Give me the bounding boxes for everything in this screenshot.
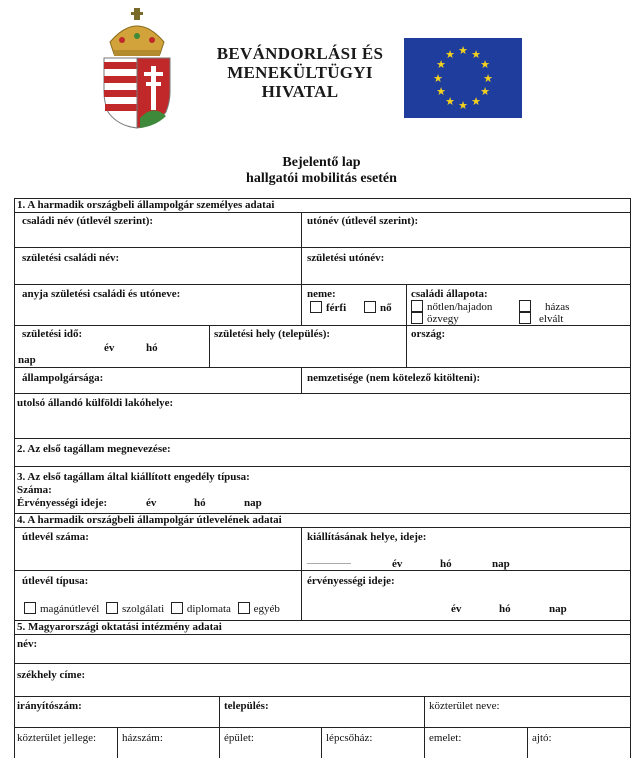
- birth-family-name-label: születési családi név:: [22, 252, 120, 264]
- type-private-label: magánútlevél: [40, 603, 100, 615]
- floor-label: emelet:: [429, 732, 462, 744]
- form-table: [14, 198, 631, 758]
- svg-text:★: ★: [458, 44, 468, 57]
- section3-title: 3. Az első tagállam által kiállított engedély típusa:: [17, 471, 250, 483]
- marital-single-label: nőtlen/hajadon: [427, 301, 493, 313]
- column-divider: [321, 727, 322, 758]
- birth-given-name-label: születési utónév:: [307, 252, 385, 264]
- column-divider: [527, 727, 528, 758]
- settlement-label: település:: [224, 700, 269, 712]
- svg-text:★: ★: [436, 85, 446, 98]
- row-divider: [14, 212, 631, 213]
- agency-name: [200, 44, 400, 101]
- sex-female-option[interactable]: [364, 301, 392, 315]
- street-name-label: közterület neve:: [429, 700, 500, 712]
- institution-name-label: név:: [17, 638, 38, 650]
- section1-title: 1. A harmadik országbeli állampolgár személyes adatai: [17, 199, 275, 211]
- marital-divorced-option[interactable]: [519, 312, 563, 326]
- postcode-label: irányítószám:: [17, 700, 82, 712]
- mother-name-label: anyja születési családi és utóneve:: [22, 288, 181, 300]
- row-divider: [14, 438, 631, 439]
- sex-label: neme:: [307, 288, 336, 300]
- checkbox[interactable]: [106, 602, 118, 614]
- marital-status-label: családi állapota:: [411, 288, 488, 300]
- coat-of-arms-logo: [96, 8, 178, 150]
- checkbox[interactable]: [411, 300, 423, 312]
- svg-text:★: ★: [433, 72, 443, 85]
- row-divider: [14, 727, 631, 728]
- svg-text:★: ★: [471, 48, 481, 61]
- marital-widowed-label: özvegy: [427, 313, 459, 325]
- house-number-label: házszám:: [122, 732, 163, 744]
- svg-text:★: ★: [445, 95, 455, 108]
- validity-day-label: nap: [549, 603, 567, 615]
- svg-text:★: ★: [436, 58, 446, 71]
- street-type-label: közterület jellege:: [17, 732, 97, 744]
- checkbox[interactable]: [519, 300, 531, 312]
- issue-year-label: év: [392, 558, 403, 570]
- form-title-line: hallgatói mobilitás esetén: [246, 171, 397, 186]
- row-divider: [14, 367, 631, 368]
- sex-male-label: férfi: [326, 302, 347, 314]
- agency-name-line: HIVATAL: [261, 82, 339, 101]
- column-divider: [424, 696, 425, 758]
- checkbox[interactable]: [238, 602, 250, 614]
- issue-place-date-label: kiállításának helye, ideje:: [307, 531, 427, 543]
- row-divider: [14, 663, 631, 664]
- passport-type-label: útlevél típusa:: [22, 575, 89, 587]
- type-other-label: egyéb: [253, 603, 280, 615]
- issue-place-blank: [307, 555, 351, 568]
- section2-title: 2. Az első tagállam megnevezése:: [17, 443, 171, 455]
- marital-married-label: házas: [545, 301, 570, 313]
- passport-type-options: [24, 602, 280, 616]
- citizenship-label: állampolgársága:: [22, 372, 104, 384]
- row-divider: [14, 284, 631, 285]
- column-divider: [219, 696, 220, 758]
- checkbox[interactable]: [519, 312, 531, 324]
- svg-text:★: ★: [480, 85, 490, 98]
- svg-text:★: ★: [458, 99, 468, 112]
- permit-number-label: Száma:: [17, 484, 52, 496]
- svg-text:★: ★: [445, 48, 455, 61]
- svg-text:★: ★: [480, 58, 490, 71]
- birth-month-label: hó: [146, 342, 158, 354]
- birth-date-label: születési idő:: [22, 328, 83, 340]
- issue-day-label: nap: [492, 558, 510, 570]
- form-title: [0, 155, 643, 187]
- table-border: [630, 198, 631, 758]
- agency-name-line: BEVÁNDORLÁSI ÉS: [216, 44, 384, 63]
- passport-number-label: útlevél száma:: [22, 531, 89, 543]
- last-residence-label: utolsó állandó külföldi lakóhelye:: [17, 397, 174, 409]
- section5-title: 5. Magyarországi oktatási intézmény adatai: [17, 621, 222, 633]
- column-divider: [406, 284, 407, 325]
- eu-flag-logo: [404, 38, 522, 118]
- birth-year-label: év: [104, 342, 115, 354]
- table-border: [14, 198, 15, 758]
- checkbox[interactable]: [24, 602, 36, 614]
- row-divider: [14, 466, 631, 467]
- column-divider: [117, 727, 118, 758]
- row-divider: [14, 696, 631, 697]
- checkbox[interactable]: [411, 312, 423, 324]
- family-name-label: családi név (útlevél szerint):: [22, 215, 154, 227]
- column-divider: [301, 527, 302, 620]
- seat-address-label: székhely címe:: [17, 669, 86, 681]
- validity-year-label: év: [451, 603, 462, 615]
- row-divider: [14, 570, 631, 571]
- passport-validity-label: érvényességi ideje:: [307, 575, 395, 587]
- form-title-line: Bejelentő lap: [282, 155, 361, 170]
- staircase-label: lépcsőház:: [326, 732, 373, 744]
- row-divider: [14, 527, 631, 528]
- permit-year-label: év: [146, 497, 157, 509]
- permit-day-label: nap: [244, 497, 262, 509]
- type-diplomatic-label: diplomata: [186, 603, 231, 615]
- column-divider: [301, 212, 302, 325]
- door-label: ajtó:: [532, 732, 552, 744]
- sex-female-label: nő: [380, 302, 392, 314]
- row-divider: [14, 393, 631, 394]
- nationality-label: nemzetisége (nem kötelező kitölteni):: [307, 372, 481, 384]
- svg-text:★: ★: [471, 95, 481, 108]
- column-divider: [209, 325, 210, 367]
- issue-month-label: hó: [440, 558, 452, 570]
- row-divider: [14, 634, 631, 635]
- agency-name-line: MENEKÜLTÜGYI: [227, 63, 373, 82]
- sex-male-option[interactable]: [310, 301, 346, 315]
- checkbox[interactable]: [364, 301, 376, 313]
- column-divider: [406, 325, 407, 367]
- permit-month-label: hó: [194, 497, 206, 509]
- birth-place-label: születési hely (település):: [214, 328, 331, 340]
- permit-validity-label: Érvényességi ideje:: [17, 497, 108, 509]
- birth-day-label: nap: [18, 354, 36, 366]
- given-name-label: utónév (útlevél szerint):: [307, 215, 419, 227]
- column-divider: [301, 367, 302, 393]
- building-label: épület:: [224, 732, 254, 744]
- type-service-label: szolgálati: [122, 603, 165, 615]
- marital-divorced-label: elvált: [539, 313, 564, 325]
- birth-country-label: ország:: [411, 328, 446, 340]
- svg-text:★: ★: [483, 72, 493, 85]
- checkbox[interactable]: [171, 602, 183, 614]
- marital-widowed-option[interactable]: [411, 312, 459, 326]
- section4-title: 4. A harmadik országbeli állampolgár útlevelének adatai: [17, 514, 282, 526]
- row-divider: [14, 247, 631, 248]
- checkbox[interactable]: [310, 301, 322, 313]
- validity-month-label: hó: [499, 603, 511, 615]
